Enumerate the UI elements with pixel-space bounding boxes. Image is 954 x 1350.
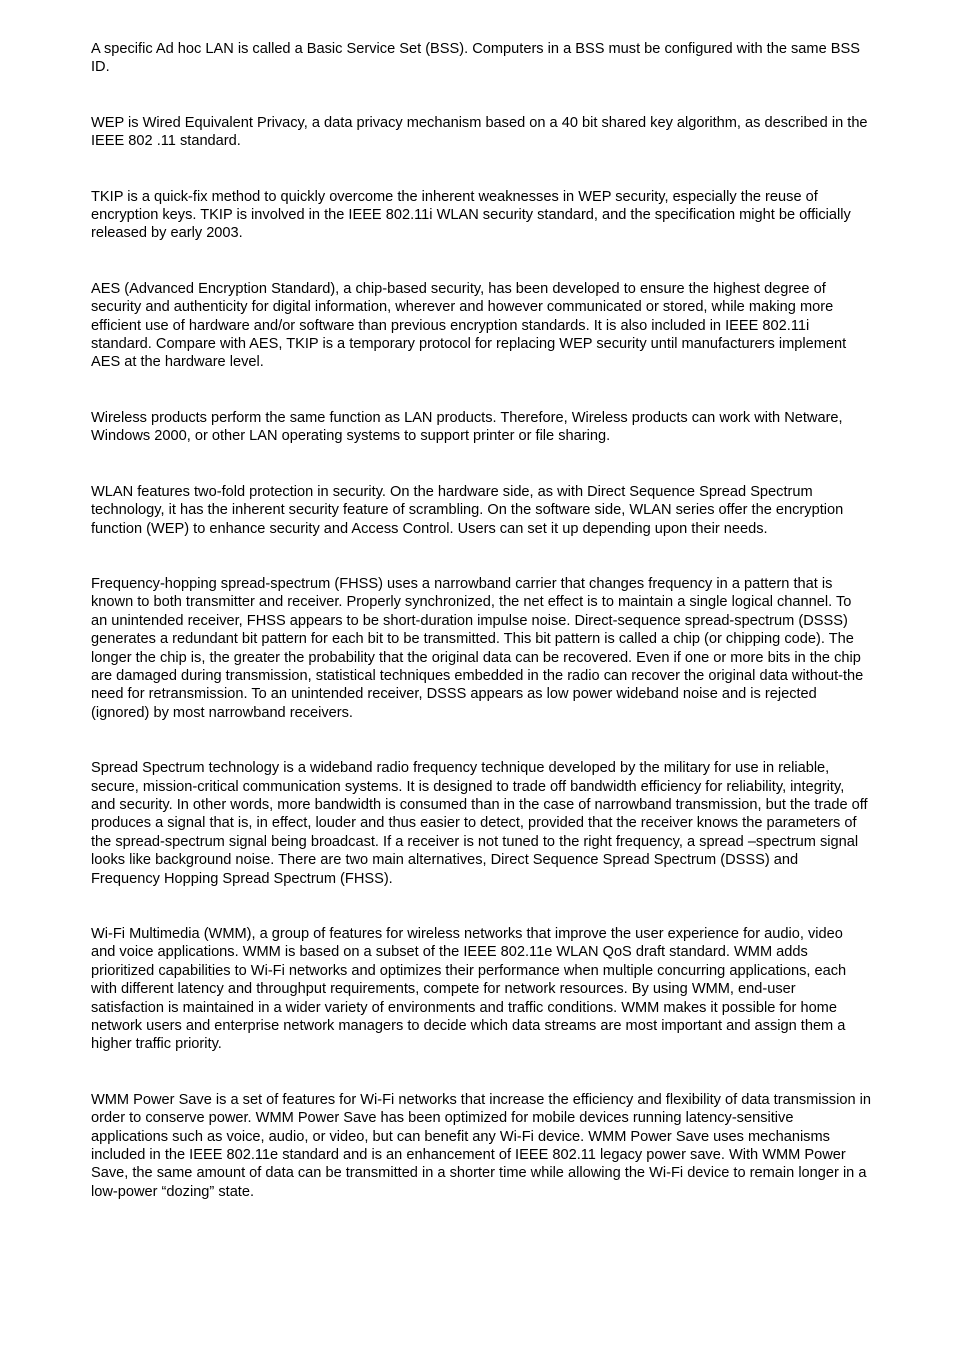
paragraph-wmm: Wi-Fi Multimedia (WMM), a group of features for wireless networks that improve the user experience for audio, video and voice applications. WMM is based on a subset of the IEEE 802.11e WLAN QoS draft standard. WMM adds prioritized capabilities to Wi-Fi networks and optimizes their performance when multiple concurring applications, each with different latency and throughput requirements, compete for network resources. By using WMM, end-user satisfaction is maintained in a wider variety of environments and traffic conditions. WMM makes it possible for home network users and enterprise network managers to decide which data streams are most important and assign them a higher traffic priority.: [91, 926, 847, 1053]
paragraph-fhss-dsss: Frequency-hopping spread-spectrum (FHSS) uses a narrowband carrier that changes frequency in a pattern that is known to both transmitter and receiver. Properly synchronized, the net effect is to maintain a single logical channel. To an unintended receiver, FHSS appears to be short-duration impulse noise. Direct-sequence spread-spectrum (DSSS) generates a redundant bit pattern for each bit to be transmitted. This bit pattern is called a chip (or chipping code). The longer the chip is, the greater the probability that the original data can be recovered. Even if one or more bits in the chip are damaged during transmission, statistical techniques embedded in the radio can recover the original data without-the need for retransmission. To an unintended receiver, DSSS appears as low power wideband noise and is rejected (ignored) by most narrowband receivers.: [91, 575, 864, 721]
paragraph-tkip: TKIP is a quick-fix method to quickly overcome the inherent weaknesses in WEP security, especially the reuse of encryption keys. TKIP is involved in the IEEE 802.11i WLAN security standard, and the specification might be officially released by early 2003.: [91, 188, 851, 242]
paragraph-wlan-security: WLAN features two-fold protection in security. On the hardware side, as with Direct Sequence Spread Spectrum technology, it has the inherent security feature of scrambling. On the software side, WLAN series offer the encryption function (WEP) to enhance security and Access Control. Users can set it up depending upon their needs.: [91, 483, 844, 537]
paragraph-aes: AES (Advanced Encryption Standard), a chip-based security, has been developed to ensure the highest degree of security and authenticity for digital information, wherever and however communicated or stored, while making more efficient use of hardware and/or software than previous encryption standards. It is also included in IEEE 802.11i standard. Compare with AES, TKIP is a temporary protocol for replacing WEP security until manufacturers implement AES at the hardware level.: [91, 280, 847, 371]
paragraph-wireless-products: Wireless products perform the same function as LAN products. Therefore, Wireless products can work with Netware, Windows 2000, or other LAN operating systems to support printer or file sharing.: [91, 409, 843, 445]
paragraph-wep: WEP is Wired Equivalent Privacy, a data privacy mechanism based on a 40 bit shared key algorithm, as described in the IEEE 802 .11 standard.: [91, 114, 868, 150]
document-page: [91, 40, 871, 1201]
paragraph-bss: A specific Ad hoc LAN is called a Basic Service Set (BSS). Computers in a BSS must be configured with the same BSS ID.: [91, 41, 860, 76]
paragraph-spread-spectrum: Spread Spectrum technology is a wideband radio frequency technique developed by the military for use in reliable, secure, mission-critical communication systems. It is designed to trade off bandwidth efficiency for reliability, integrity, and security. In other words, more bandwidth is consumed than in the case of narrowband transmission, but the trade off produces a signal that is, in effect, louder and thus easier to detect, provided that the receiver knows the parameters of the spread-spectrum signal being broadcast. If a receiver is not tuned to the right frequency, a spread –spectrum signal looks like background noise. There are two main alternatives, Direct Sequence Spread Spectrum (DSSS) and Frequency Hopping Spread Spectrum (FHSS).: [91, 760, 868, 887]
paragraph-wmm-power-save: WMM Power Save is a set of features for Wi-Fi networks that increase the efficiency and flexibility of data transmission in order to conserve power. WMM Power Save has been optimized for mobile devices running latency-sensitive applications such as voice, audio, or video, but can benefit any Wi-Fi device. WMM Power Save uses mechanisms included in the IEEE 802.11e standard and is an enhancement of IEEE 802.11 legacy power save. With WMM Power Save, the same amount of data can be transmitted in a shorter time while allowing the Wi-Fi device to remain longer in a low-power “dozing” state.: [91, 1091, 871, 1200]
